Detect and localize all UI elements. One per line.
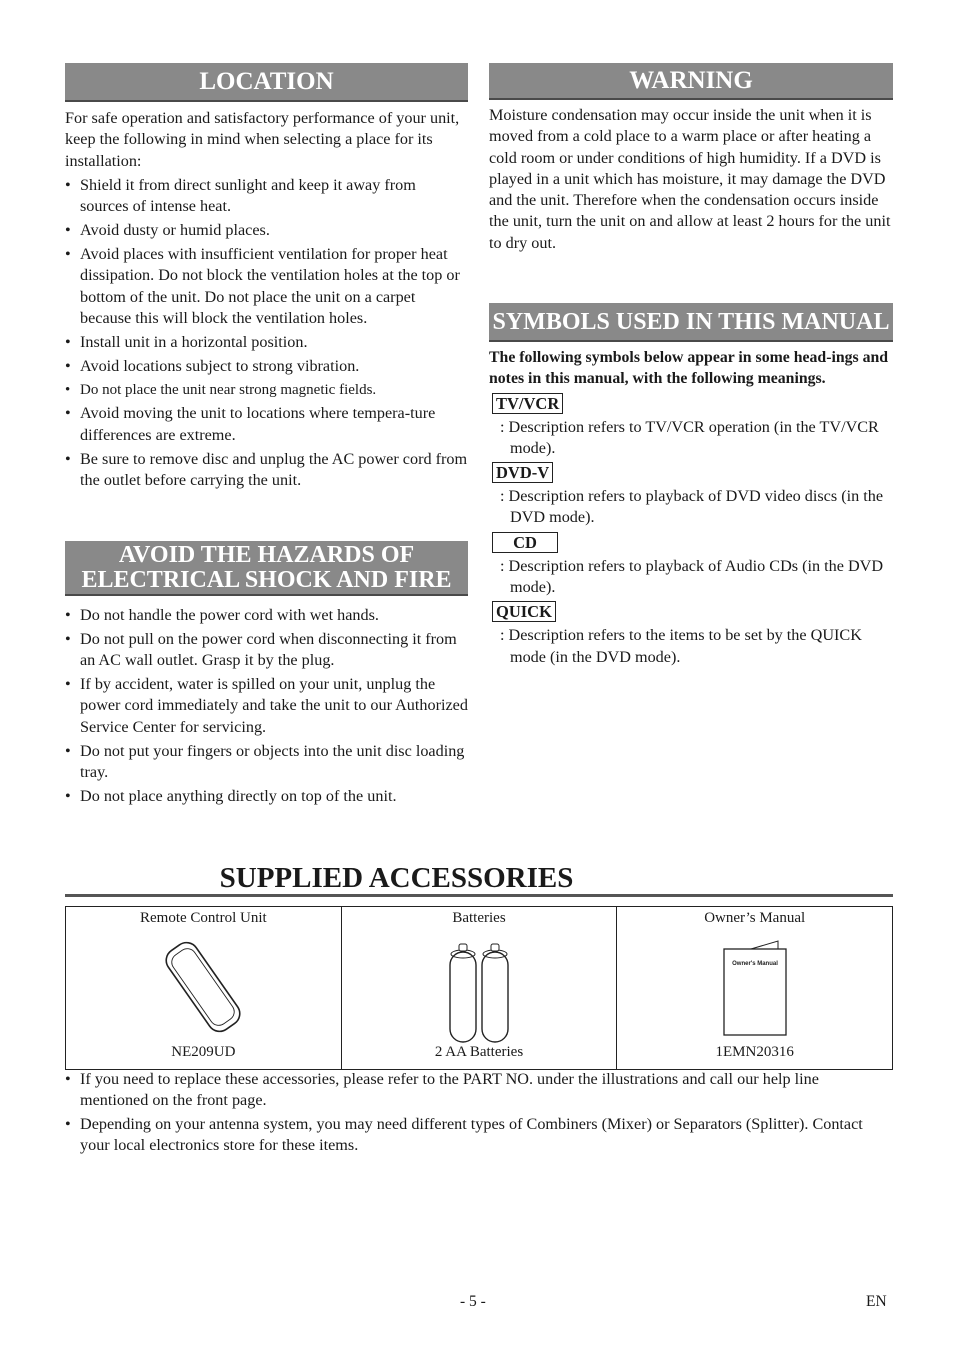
symbols-heading: [489, 303, 893, 342]
accessory-note: • Depending on your antenna system, you may need different types of Combiners (Mixer) or Separators (Splitter). Contact your local electronics store for these items.: [65, 1114, 875, 1157]
symbol-label: TV/VCR: [492, 393, 563, 414]
batteries-icon: [444, 942, 514, 1044]
location-intro: For safe operation and satisfactory performance of your unit, keep the following in mind when selecting a place for its installation:: [65, 109, 460, 170]
location-item: • Avoid places with insufficient ventilation for proper heat dissipation. Do not block the ventilation holes at the top or bottom of the unit. Do not place the unit on a carpet because this will block the ventilation holes.: [65, 244, 468, 329]
symbol-label: QUICK: [492, 601, 556, 622]
hazards-item: • Do not pull on the power cord when disconnecting it from an AC wall outlet. Grasp it by the plug.: [65, 629, 468, 672]
location-heading: [65, 63, 468, 102]
location-item: • Shield it from direct sunlight and keep it away from sources of intense heat.: [65, 175, 468, 218]
location-item: • Install unit in a horizontal position.: [65, 332, 468, 353]
accessory-name: Remote Control Unit: [140, 910, 267, 926]
page-number: - 5 -: [460, 1293, 486, 1310]
hazards-section: [65, 541, 468, 810]
symbol-quick: [489, 601, 893, 668]
symbols-intro: The following symbols below appear in some head-ings and notes in this manual, with the following meanings.: [489, 349, 889, 388]
accessory-manual: [616, 907, 892, 1069]
symbol-desc: : Description refers to the items to be set by the QUICK mode (in the DVD mode).: [500, 626, 862, 666]
accessories-title-rule: [65, 894, 893, 897]
language-code: EN: [866, 1293, 887, 1310]
remote-control-icon: [148, 937, 258, 1037]
hazards-title-line2: ELECTRICAL SHOCK AND FIRE: [81, 567, 452, 593]
accessory-batteries: [341, 907, 617, 1069]
symbol-cd: [489, 532, 893, 599]
location-list: [65, 175, 468, 491]
symbol-dvd-v: [489, 462, 893, 529]
accessories-notes: [65, 1069, 875, 1159]
hazards-item: • Do not handle the power cord with wet hands.: [65, 605, 468, 626]
location-item: • Be sure to remove disc and unplug the AC power cord from the outlet before carrying the unit.: [65, 449, 468, 492]
hazards-heading: [65, 541, 468, 596]
left-column: [65, 63, 468, 494]
accessory-part: 1EMN20316: [715, 1044, 794, 1060]
hazards-item: • Do not put your fingers or objects into the unit disc loading tray.: [65, 741, 468, 784]
accessory-note: • If you need to replace these accessories, please refer to the PART NO. under the illustrations and call our help line mentioned on the front page.: [65, 1069, 875, 1112]
accessory-remote: [66, 907, 341, 1069]
symbol-label: CD: [492, 532, 558, 553]
symbol-label: DVD-V: [492, 462, 553, 483]
warning-heading: [489, 63, 893, 100]
manual-icon: [720, 937, 790, 1037]
accessories-table: [65, 906, 893, 1070]
symbol-desc: : Description refers to TV/VCR operation (in the TV/VCR mode).: [500, 417, 879, 457]
manual-cover-text: Owner's Manual: [731, 961, 778, 967]
warning-title: WARNING: [629, 67, 753, 94]
hazards-title-line1: AVOID THE HAZARDS OF: [118, 542, 415, 568]
symbols-title: SYMBOLS USED IN THIS MANUAL: [492, 309, 890, 335]
accessory-part: 2 AA Batteries: [434, 1044, 524, 1060]
location-item: • Avoid dusty or humid places.: [65, 220, 468, 241]
location-title: LOCATION: [199, 68, 334, 95]
warning-section: [489, 63, 893, 254]
symbol-tv-vcr: [489, 393, 893, 460]
location-item: • Avoid locations subject to strong vibration.: [65, 356, 468, 377]
symbol-desc: : Description refers to playback of DVD video discs (in the DVD mode).: [500, 487, 883, 527]
warning-text: Moisture condensation may occur inside the unit when it is moved from a cold place to a warm place or after heating a cold room or under conditions of high humidity. If a DVD is played in a unit which has moisture, it may damage the DVD and the unit. Therefore when the condensation occurs inside the unit, turn the unit on and allow at least 2 hours for the unit to dry out.: [489, 106, 891, 252]
accessory-name: Batteries: [452, 910, 506, 926]
location-item: • Do not place the unit near strong magnetic fields.: [65, 380, 468, 401]
hazards-item: • Do not place anything directly on top of the unit.: [65, 786, 468, 807]
hazards-item: • If by accident, water is spilled on your unit, unplug the power cord immediately and take the unit to our Authorized Service Center for servicing.: [65, 674, 468, 738]
accessory-name: Owner’s Manual: [704, 910, 806, 926]
symbol-desc: : Description refers to playback of Audio CDs (in the DVD mode).: [500, 556, 884, 597]
accessories-title: SUPPLIED ACCESSORIES: [219, 862, 574, 894]
symbols-section: [489, 303, 893, 671]
hazards-list: [65, 605, 468, 807]
accessory-part: NE209UD: [171, 1044, 236, 1060]
location-item: • Avoid moving the unit to locations where tempera-ture differences are extreme.: [65, 403, 468, 446]
